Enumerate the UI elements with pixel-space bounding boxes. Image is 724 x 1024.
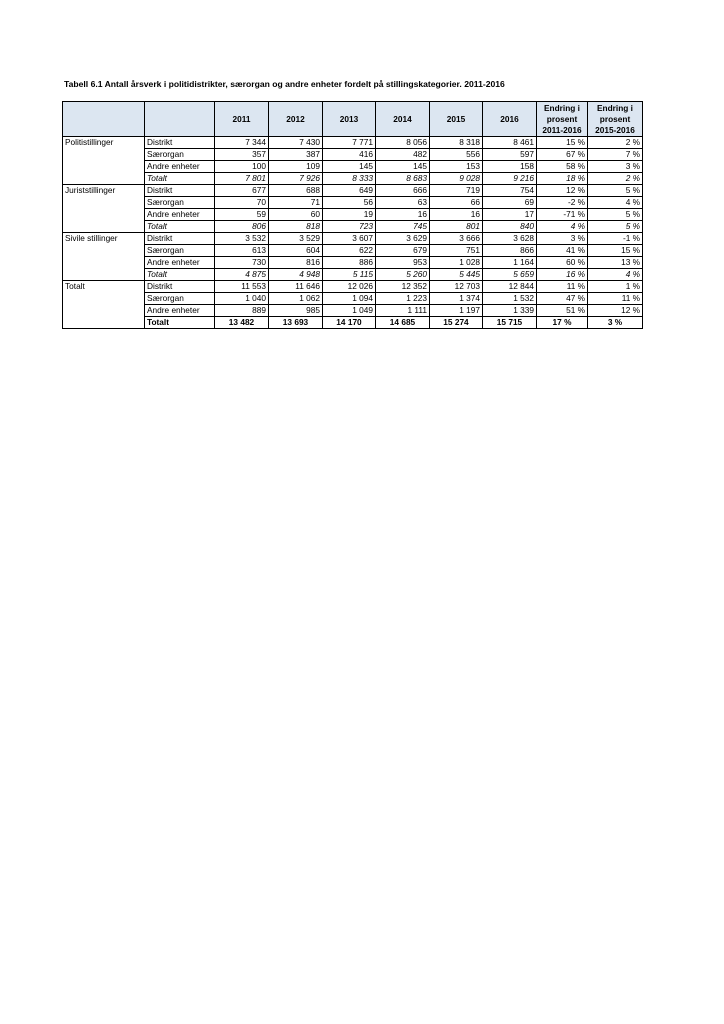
table-row	[63, 305, 643, 317]
subcategory-cell: Særorgan	[145, 149, 215, 161]
value-cell: 56	[323, 197, 376, 209]
header-year: 2015	[430, 102, 483, 137]
category-cell	[63, 161, 145, 173]
subcategory-cell: Totalt	[145, 221, 215, 233]
category-cell: Totalt	[63, 281, 145, 293]
value-cell: 3 607	[323, 233, 376, 245]
change-cell: 11 %	[537, 281, 588, 293]
change-cell: 60 %	[537, 257, 588, 269]
change-cell: 3 %	[537, 233, 588, 245]
value-cell: 1 028	[430, 257, 483, 269]
category-cell: Juriststillinger	[63, 185, 145, 197]
value-cell: 17	[483, 209, 537, 221]
change-cell: 15 %	[588, 245, 643, 257]
value-cell: 886	[323, 257, 376, 269]
value-cell: 8 056	[376, 137, 430, 149]
value-cell: 7 344	[215, 137, 269, 149]
header-year: 2013	[323, 102, 376, 137]
value-cell: 818	[269, 221, 323, 233]
value-cell: 1 094	[323, 293, 376, 305]
value-cell: 12 844	[483, 281, 537, 293]
subcategory-cell: Totalt	[145, 173, 215, 185]
table-row	[63, 257, 643, 269]
value-cell: 70	[215, 197, 269, 209]
value-cell: 145	[376, 161, 430, 173]
header-category-blank	[63, 102, 145, 137]
value-cell: 1 040	[215, 293, 269, 305]
value-cell: 59	[215, 209, 269, 221]
value-cell: 416	[323, 149, 376, 161]
value-cell: 4 948	[269, 269, 323, 281]
change-cell: 4 %	[588, 269, 643, 281]
table-row	[63, 221, 643, 233]
change-cell: 1 %	[588, 281, 643, 293]
value-cell: 1 111	[376, 305, 430, 317]
subcategory-cell: Totalt	[145, 269, 215, 281]
value-cell: 7 430	[269, 137, 323, 149]
value-cell: 866	[483, 245, 537, 257]
value-cell: 100	[215, 161, 269, 173]
value-cell: 11 553	[215, 281, 269, 293]
header-subcategory-blank	[145, 102, 215, 137]
value-cell: 1 374	[430, 293, 483, 305]
category-cell	[63, 317, 145, 329]
value-cell: 730	[215, 257, 269, 269]
table-row	[63, 209, 643, 221]
header-change-line: Endring i	[544, 102, 580, 113]
value-cell: 8 461	[483, 137, 537, 149]
table-title: Tabell 6.1 Antall årsverk i politidistrikter, særorgan og andre enheter fordelt på stillingskategorier. 2011-2016	[64, 79, 505, 89]
subcategory-cell: Totalt	[145, 317, 215, 329]
value-cell: 19	[323, 209, 376, 221]
value-cell: 7 771	[323, 137, 376, 149]
header-change-2011-2016	[537, 102, 588, 137]
value-cell: 4 875	[215, 269, 269, 281]
category-cell	[63, 149, 145, 161]
value-cell: 666	[376, 185, 430, 197]
value-cell: 7 801	[215, 173, 269, 185]
change-cell: 4 %	[588, 197, 643, 209]
table-row	[63, 149, 643, 161]
header-row	[63, 102, 643, 137]
table-row	[63, 197, 643, 209]
table-row	[63, 317, 643, 329]
category-cell	[63, 293, 145, 305]
table-row	[63, 293, 643, 305]
category-cell	[63, 269, 145, 281]
value-cell: 5 260	[376, 269, 430, 281]
value-cell: 14 685	[376, 317, 430, 329]
table-body	[63, 137, 643, 329]
header-year: 2011	[215, 102, 269, 137]
change-cell: 5 %	[588, 185, 643, 197]
value-cell: 677	[215, 185, 269, 197]
value-cell: 649	[323, 185, 376, 197]
change-cell: 13 %	[588, 257, 643, 269]
value-cell: 3 629	[376, 233, 430, 245]
table-row	[63, 281, 643, 293]
change-cell: 3 %	[588, 161, 643, 173]
value-cell: 1 339	[483, 305, 537, 317]
change-cell: 18 %	[537, 173, 588, 185]
header-change-line: Endring i	[597, 102, 633, 113]
value-cell: 556	[430, 149, 483, 161]
value-cell: 679	[376, 245, 430, 257]
value-cell: 9 216	[483, 173, 537, 185]
category-cell	[63, 173, 145, 185]
value-cell: 145	[323, 161, 376, 173]
value-cell: 985	[269, 305, 323, 317]
header-year: 2014	[376, 102, 430, 137]
value-cell: 5 115	[323, 269, 376, 281]
value-cell: 8 318	[430, 137, 483, 149]
value-cell: 1 062	[269, 293, 323, 305]
change-cell: 2 %	[588, 173, 643, 185]
value-cell: 8 683	[376, 173, 430, 185]
category-cell	[63, 209, 145, 221]
change-cell: 67 %	[537, 149, 588, 161]
subcategory-cell: Særorgan	[145, 293, 215, 305]
value-cell: 158	[483, 161, 537, 173]
value-cell: 751	[430, 245, 483, 257]
subcategory-cell: Særorgan	[145, 197, 215, 209]
value-cell: 69	[483, 197, 537, 209]
subcategory-cell: Distrikt	[145, 281, 215, 293]
change-cell: 11 %	[588, 293, 643, 305]
value-cell: 8 333	[323, 173, 376, 185]
change-cell: 5 %	[588, 221, 643, 233]
value-cell: 745	[376, 221, 430, 233]
value-cell: 3 628	[483, 233, 537, 245]
table-row	[63, 137, 643, 149]
change-cell: 3 %	[588, 317, 643, 329]
subcategory-cell: Andre enheter	[145, 257, 215, 269]
value-cell: 719	[430, 185, 483, 197]
value-cell: 816	[269, 257, 323, 269]
category-cell	[63, 221, 145, 233]
change-cell: 17 %	[537, 317, 588, 329]
value-cell: 688	[269, 185, 323, 197]
value-cell: 153	[430, 161, 483, 173]
value-cell: 12 026	[323, 281, 376, 293]
value-cell: 387	[269, 149, 323, 161]
subcategory-cell: Særorgan	[145, 245, 215, 257]
table-row	[63, 233, 643, 245]
change-cell: 58 %	[537, 161, 588, 173]
table-row	[63, 185, 643, 197]
value-cell: 11 646	[269, 281, 323, 293]
value-cell: 71	[269, 197, 323, 209]
value-cell: 3 529	[269, 233, 323, 245]
category-cell	[63, 305, 145, 317]
value-cell: 109	[269, 161, 323, 173]
value-cell: 16	[430, 209, 483, 221]
workforce-table	[62, 101, 643, 329]
value-cell: 5 445	[430, 269, 483, 281]
value-cell: 16	[376, 209, 430, 221]
category-cell	[63, 257, 145, 269]
change-cell: 5 %	[588, 209, 643, 221]
value-cell: 13 693	[269, 317, 323, 329]
value-cell: 1 197	[430, 305, 483, 317]
header-change-line: 2015-2016	[595, 124, 635, 135]
value-cell: 60	[269, 209, 323, 221]
change-cell: -71 %	[537, 209, 588, 221]
value-cell: 15 274	[430, 317, 483, 329]
subcategory-cell: Andre enheter	[145, 209, 215, 221]
category-cell	[63, 245, 145, 257]
value-cell: 3 532	[215, 233, 269, 245]
value-cell: 1 223	[376, 293, 430, 305]
change-cell: 12 %	[537, 185, 588, 197]
change-cell: 7 %	[588, 149, 643, 161]
value-cell: 63	[376, 197, 430, 209]
change-cell: -2 %	[537, 197, 588, 209]
value-cell: 723	[323, 221, 376, 233]
value-cell: 357	[215, 149, 269, 161]
value-cell: 482	[376, 149, 430, 161]
value-cell: 613	[215, 245, 269, 257]
category-cell: Politistillinger	[63, 137, 145, 149]
value-cell: 12 352	[376, 281, 430, 293]
value-cell: 597	[483, 149, 537, 161]
change-cell: -1 %	[588, 233, 643, 245]
table-row	[63, 161, 643, 173]
header-change-2015-2016	[588, 102, 643, 137]
table-row	[63, 245, 643, 257]
change-cell: 51 %	[537, 305, 588, 317]
value-cell: 953	[376, 257, 430, 269]
header-change-line: prosent	[546, 113, 578, 124]
value-cell: 604	[269, 245, 323, 257]
value-cell: 1 049	[323, 305, 376, 317]
change-cell: 47 %	[537, 293, 588, 305]
change-cell: 15 %	[537, 137, 588, 149]
value-cell: 66	[430, 197, 483, 209]
table-row	[63, 269, 643, 281]
value-cell: 15 715	[483, 317, 537, 329]
value-cell: 7 926	[269, 173, 323, 185]
header-change-line: prosent	[599, 113, 631, 124]
value-cell: 3 666	[430, 233, 483, 245]
value-cell: 622	[323, 245, 376, 257]
value-cell: 1 532	[483, 293, 537, 305]
subcategory-cell: Andre enheter	[145, 161, 215, 173]
value-cell: 14 170	[323, 317, 376, 329]
change-cell: 41 %	[537, 245, 588, 257]
value-cell: 806	[215, 221, 269, 233]
header-change-line: 2011-2016	[542, 124, 582, 135]
subcategory-cell: Distrikt	[145, 185, 215, 197]
subcategory-cell: Andre enheter	[145, 305, 215, 317]
subcategory-cell: Distrikt	[145, 233, 215, 245]
category-cell: Sivile stillinger	[63, 233, 145, 245]
category-cell	[63, 197, 145, 209]
table-row	[63, 173, 643, 185]
value-cell: 5 659	[483, 269, 537, 281]
change-cell: 2 %	[588, 137, 643, 149]
change-cell: 12 %	[588, 305, 643, 317]
value-cell: 889	[215, 305, 269, 317]
subcategory-cell: Distrikt	[145, 137, 215, 149]
value-cell: 840	[483, 221, 537, 233]
change-cell: 16 %	[537, 269, 588, 281]
header-year: 2012	[269, 102, 323, 137]
value-cell: 12 703	[430, 281, 483, 293]
header-year: 2016	[483, 102, 537, 137]
value-cell: 801	[430, 221, 483, 233]
value-cell: 9 028	[430, 173, 483, 185]
value-cell: 13 482	[215, 317, 269, 329]
value-cell: 754	[483, 185, 537, 197]
change-cell: 4 %	[537, 221, 588, 233]
value-cell: 1 164	[483, 257, 537, 269]
